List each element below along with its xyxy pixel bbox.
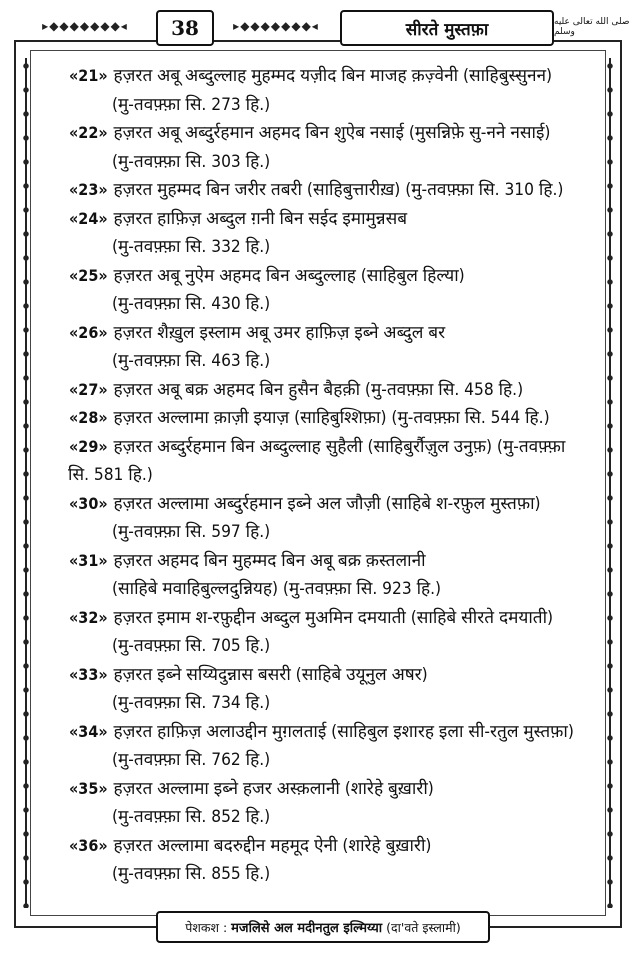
entry-text: हज़रत अल्लामा बदरुद्दीन महमूद ऐनी (शारेहे बुख़ारी)	[113, 835, 432, 856]
page-frame	[6, 6, 630, 968]
entry-death-date: (मु-तवफ़्फ़ा सि. 855 हि.)	[112, 864, 271, 884]
entry-text: हज़रत शैख़ुल इस्लाम अबू उमर हाफ़िज़ इब्ने अब्दुल बर	[113, 322, 446, 343]
entry-death-date: (मु-तवफ़्फ़ा सि. 273 हि.)	[112, 94, 271, 115]
entry-number: « 26 »	[68, 323, 109, 342]
entry-number: « 22 »	[68, 123, 109, 142]
entry-number: « 36 »	[68, 836, 109, 855]
entry-text: हज़रत अहमद बिन मुहम्मद बिन अबू बक्र क़स्तलानी	[113, 550, 426, 571]
entry-number: « 21 »	[68, 66, 109, 85]
entry-text: हज़रत अबू अब्दुल्लाह मुहम्मद यज़ीद बिन माजह क़ज़्वेनी (साहिबुस्सुनन)	[113, 66, 553, 86]
entry-death-date: (मु-तवफ़्फ़ा सि. 734 हि.)	[112, 693, 271, 713]
right-ornament-border	[602, 58, 618, 908]
entry-text: हज़रत हाफ़िज़ अब्दुल ग़नी बिन सईद इमामुन्नसब	[113, 208, 408, 229]
entry-number: « 31 »	[68, 551, 109, 570]
list-item	[68, 832, 578, 889]
entry-text: हज़रत अबू बक्र अहमद बिन हुसैन बैहक़ी (मु-तवफ़्फ़ा सि. 458 हि.)	[113, 379, 524, 400]
list-item	[68, 376, 578, 405]
list-item	[68, 319, 578, 376]
entry-death-date: (मु-तवफ़्फ़ा सि. 762 हि.)	[112, 750, 271, 770]
entry-number: « 33 »	[68, 665, 109, 684]
list-item	[68, 404, 578, 433]
entry-death-date: (मु-तवफ़्फ़ा सि. 705 हि.)	[112, 636, 271, 656]
footer-publisher: मजलिसे अल मदीनतुल इल्मिय्या	[231, 921, 383, 936]
list-item	[68, 604, 578, 661]
left-ornament-border	[18, 58, 34, 908]
entry-number: « 30 »	[68, 494, 109, 513]
entry-number: « 28 »	[68, 408, 109, 427]
entry-text: हज़रत इब्ने सय्यिदुन्नास बसरी (साहिबे उयूनुल अषर)	[113, 664, 428, 685]
page-header	[6, 6, 630, 46]
list-item	[68, 433, 578, 490]
entry-death-date: (मु-तवफ़्फ़ा सि. 332 हि.)	[112, 237, 271, 257]
entry-number: « 27 »	[68, 380, 109, 399]
entry-text: हज़रत अबू अब्दुर्रहमान अहमद बिन शुऐब नसाई (मुसन्निफ़े सु-नने नसाई)	[113, 123, 551, 143]
header-ornament-left: ▸◆◆◆◆◆◆◆◂	[42, 19, 128, 33]
entry-number: « 24 »	[68, 209, 109, 228]
entry-text: हज़रत अब्दुर्रहमान बिन अब्दुल्लाह सुहैली (साहिबुर्रौज़ुल उनुफ़) (मु-तवफ़्फ़ा सि. 581 हि.)	[68, 436, 566, 485]
salawat-text: صلى الله تعالى عليه وسلم	[554, 17, 630, 37]
entry-text: हज़रत अल्लामा इब्ने हजर अस्क़लानी (शारेहे बुख़ारी)	[113, 778, 434, 799]
entry-death-date: (मु-तवफ़्फ़ा सि. 303 हि.)	[112, 151, 271, 172]
list-item	[68, 119, 578, 176]
header-ornament-right: ▸◆◆◆◆◆◆◆◂	[233, 19, 319, 33]
entry-death-date: (साहिबे मवाहिबुल्लदुन्नियह) (मु-तवफ़्फ़ा सि. 923 हि.)	[112, 579, 442, 599]
entry-death-date: (मु-तवफ़्फ़ा सि. 463 हि.)	[112, 351, 271, 371]
list-item	[68, 490, 578, 547]
entry-number: « 32 »	[68, 608, 109, 627]
list-item	[68, 176, 578, 205]
list-item	[68, 547, 578, 604]
entry-text: हज़रत अल्लामा क़ाज़ी इयाज़ (साहिबुश्शिफ़ा) (मु-तवफ़्फ़ा सि. 544 हि.)	[113, 408, 550, 428]
footer-org: (दा'वते इस्लामी)	[386, 919, 461, 935]
entry-death-date: (मु-तवफ़्फ़ा सि. 430 हि.)	[112, 294, 271, 314]
list-item	[68, 62, 578, 119]
entry-text: हज़रत इमाम श-रफ़ुद्दीन अब्दुल मुअमिन दमयाती (साहिबे सीरते दमयाती)	[113, 607, 554, 628]
footer-label: पेशकश :	[185, 919, 228, 935]
list-item	[68, 661, 578, 718]
entry-number: « 23 »	[68, 180, 109, 199]
entry-text: हज़रत मुहम्मद बिन जरीर तबरी (साहिबुत्तारीख़) (मु-तवफ़्फ़ा सि. 310 हि.)	[113, 180, 564, 200]
entry-number: « 29 »	[68, 437, 109, 456]
scholar-list	[68, 62, 578, 889]
page-footer	[156, 911, 490, 943]
list-item	[68, 775, 578, 832]
entry-text: हज़रत अबू नुऐम अहमद बिन अब्दुल्लाह (साहिबुल हिल्या)	[113, 265, 465, 286]
page-number: 38	[156, 10, 214, 46]
list-item	[68, 262, 578, 319]
entry-number: « 25 »	[68, 266, 109, 285]
entry-number: « 35 »	[68, 779, 109, 798]
book-title: सीरते मुस्तफ़ा	[340, 10, 554, 46]
entry-text: हज़रत हाफ़िज़ अलाउद्दीन मुग़लताई (साहिबुल इशारह इला सी-रतुल मुस्तफ़ा)	[113, 721, 574, 742]
entry-number: « 34 »	[68, 722, 109, 741]
entry-death-date: (मु-तवफ़्फ़ा सि. 852 हि.)	[112, 807, 271, 827]
list-item	[68, 718, 578, 775]
entry-text: हज़रत अल्लामा अब्दुर्रहमान इब्ने अल जौज़ी (साहिबे श-रफ़ुल मुस्तफ़ा)	[113, 493, 541, 514]
list-item	[68, 205, 578, 262]
entry-death-date: (मु-तवफ़्फ़ा सि. 597 हि.)	[112, 522, 271, 542]
